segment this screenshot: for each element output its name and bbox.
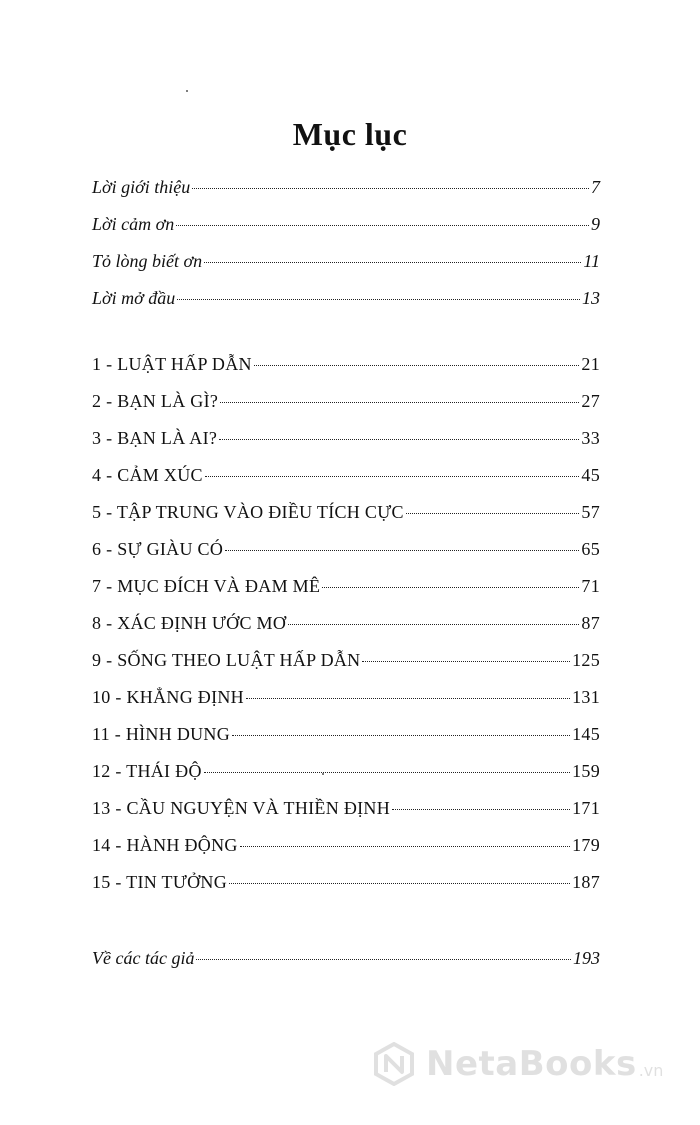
toc-entry [92, 761, 600, 798]
toc-entry [92, 465, 600, 502]
toc-entry-label: 1 - LUẬT HẤP DẪN [92, 354, 252, 374]
toc-entry-page-number: 7 [591, 177, 600, 197]
watermark-suffix: .vn [638, 1060, 664, 1080]
toc-entry-label: 15 - TIN TƯỞNG [92, 872, 227, 892]
dot-leader [322, 587, 579, 588]
toc-entry [92, 428, 600, 465]
toc-entry-page-number: 13 [582, 288, 600, 308]
toc-entry-page-number: 187 [572, 872, 600, 892]
dot-leader [232, 735, 570, 736]
toc-entry [92, 650, 600, 687]
dot-leader [177, 299, 580, 300]
toc-entry-label: Lời mở đầu [92, 288, 176, 308]
dot-leader [204, 262, 581, 263]
toc-entry [92, 724, 600, 761]
dot-leader [196, 959, 571, 960]
dot-leader [192, 188, 589, 189]
toc-entry-page-number: 65 [581, 539, 600, 559]
toc-entry [92, 214, 600, 251]
toc-entry-page-number: 87 [581, 613, 600, 633]
toc-entry [92, 835, 600, 872]
toc-entry-page-number: 71 [581, 576, 600, 596]
dot-leader [176, 225, 589, 226]
toc-entry-page-number: 11 [583, 251, 600, 271]
toc-entry-label: 6 - SỰ GIÀU CÓ [92, 539, 224, 559]
chapter-list [92, 354, 600, 909]
toc-entry-label: 13 - CẦU NGUYỆN VÀ THIỀN ĐỊNH [92, 798, 391, 818]
toc-entry-page-number: 9 [591, 214, 600, 234]
print-speck [186, 90, 188, 92]
toc-entry-label: Tỏ lòng biết ơn [92, 251, 203, 271]
watermark-text: NetaBooks [426, 1044, 637, 1084]
toc-entry [92, 872, 600, 909]
toc-entry-label: 12 - THÁI ĐỘ [92, 761, 202, 781]
toc-entry-page-number: 27 [581, 391, 600, 411]
toc-entry-label: Lời cảm ơn [92, 214, 175, 234]
dot-leader [204, 772, 570, 773]
dot-leader [362, 661, 570, 662]
dot-leader [406, 513, 580, 514]
toc-entry-page-number: 159 [572, 761, 600, 781]
toc-entry [92, 354, 600, 391]
toc-entry [92, 177, 600, 214]
toc-entry-label: 8 - XÁC ĐỊNH ƯỚC MƠ [92, 613, 287, 633]
watermark [372, 1042, 663, 1086]
toc-entry-page-number: 21 [581, 354, 600, 374]
toc-entry-page-number: 45 [581, 465, 600, 485]
toc-entry-page-number: 57 [581, 502, 600, 522]
dot-leader [220, 402, 579, 403]
toc-entry-page-number: 179 [572, 835, 600, 855]
toc-entry-page-number: 125 [572, 650, 600, 670]
toc-entry-label: 3 - BẠN LÀ AI? [92, 428, 218, 448]
dot-leader [240, 846, 570, 847]
toc-entry-label: 4 - CẢM XÚC [92, 465, 203, 485]
toc-entry-label: 9 - SỐNG THEO LUẬT HẤP DẪN [92, 650, 361, 670]
dot-leader [225, 550, 579, 551]
toc-entry [92, 948, 600, 985]
toc-entry [92, 613, 600, 650]
toc-entry [92, 539, 600, 576]
dot-leader [392, 809, 570, 810]
toc-entry-label: 7 - MỤC ĐÍCH VÀ ĐAM MÊ [92, 576, 321, 596]
toc-entry-label: 10 - KHẲNG ĐỊNH [92, 687, 244, 707]
toc-entry [92, 502, 600, 539]
toc-entry-label: 5 - TẬP TRUNG VÀO ĐIỀU TÍCH CỰC [92, 502, 404, 522]
dot-leader [288, 624, 579, 625]
toc-entry [92, 798, 600, 835]
print-speck [322, 773, 324, 775]
toc-entry-label: 11 - HÌNH DUNG [92, 724, 231, 744]
toc-entry-label: 2 - BẠN LÀ GÌ? [92, 391, 219, 411]
toc-entry-label: Lời giới thiệu [92, 177, 191, 197]
toc-entry-page-number: 171 [572, 798, 600, 818]
dot-leader [205, 476, 580, 477]
page-title: Mục lục [292, 116, 408, 153]
toc-entry-label: 14 - HÀNH ĐỘNG [92, 835, 238, 855]
dot-leader [219, 439, 579, 440]
toc-entry [92, 576, 600, 613]
dot-leader [246, 698, 570, 699]
toc-entry-page-number: 193 [573, 948, 600, 968]
front-matter-list [92, 177, 600, 325]
toc-entry [92, 288, 600, 325]
netabooks-logo-icon [372, 1042, 416, 1086]
toc-entry [92, 687, 600, 724]
toc-entry-page-number: 145 [572, 724, 600, 744]
toc-entry [92, 251, 600, 288]
toc-entry [92, 391, 600, 428]
dot-leader [254, 365, 580, 366]
toc-entry-label: Về các tác giả [92, 948, 195, 968]
back-matter-list [92, 948, 600, 985]
toc-entry-page-number: 33 [581, 428, 600, 448]
toc-entry-page-number: 131 [572, 687, 600, 707]
dot-leader [229, 883, 570, 884]
